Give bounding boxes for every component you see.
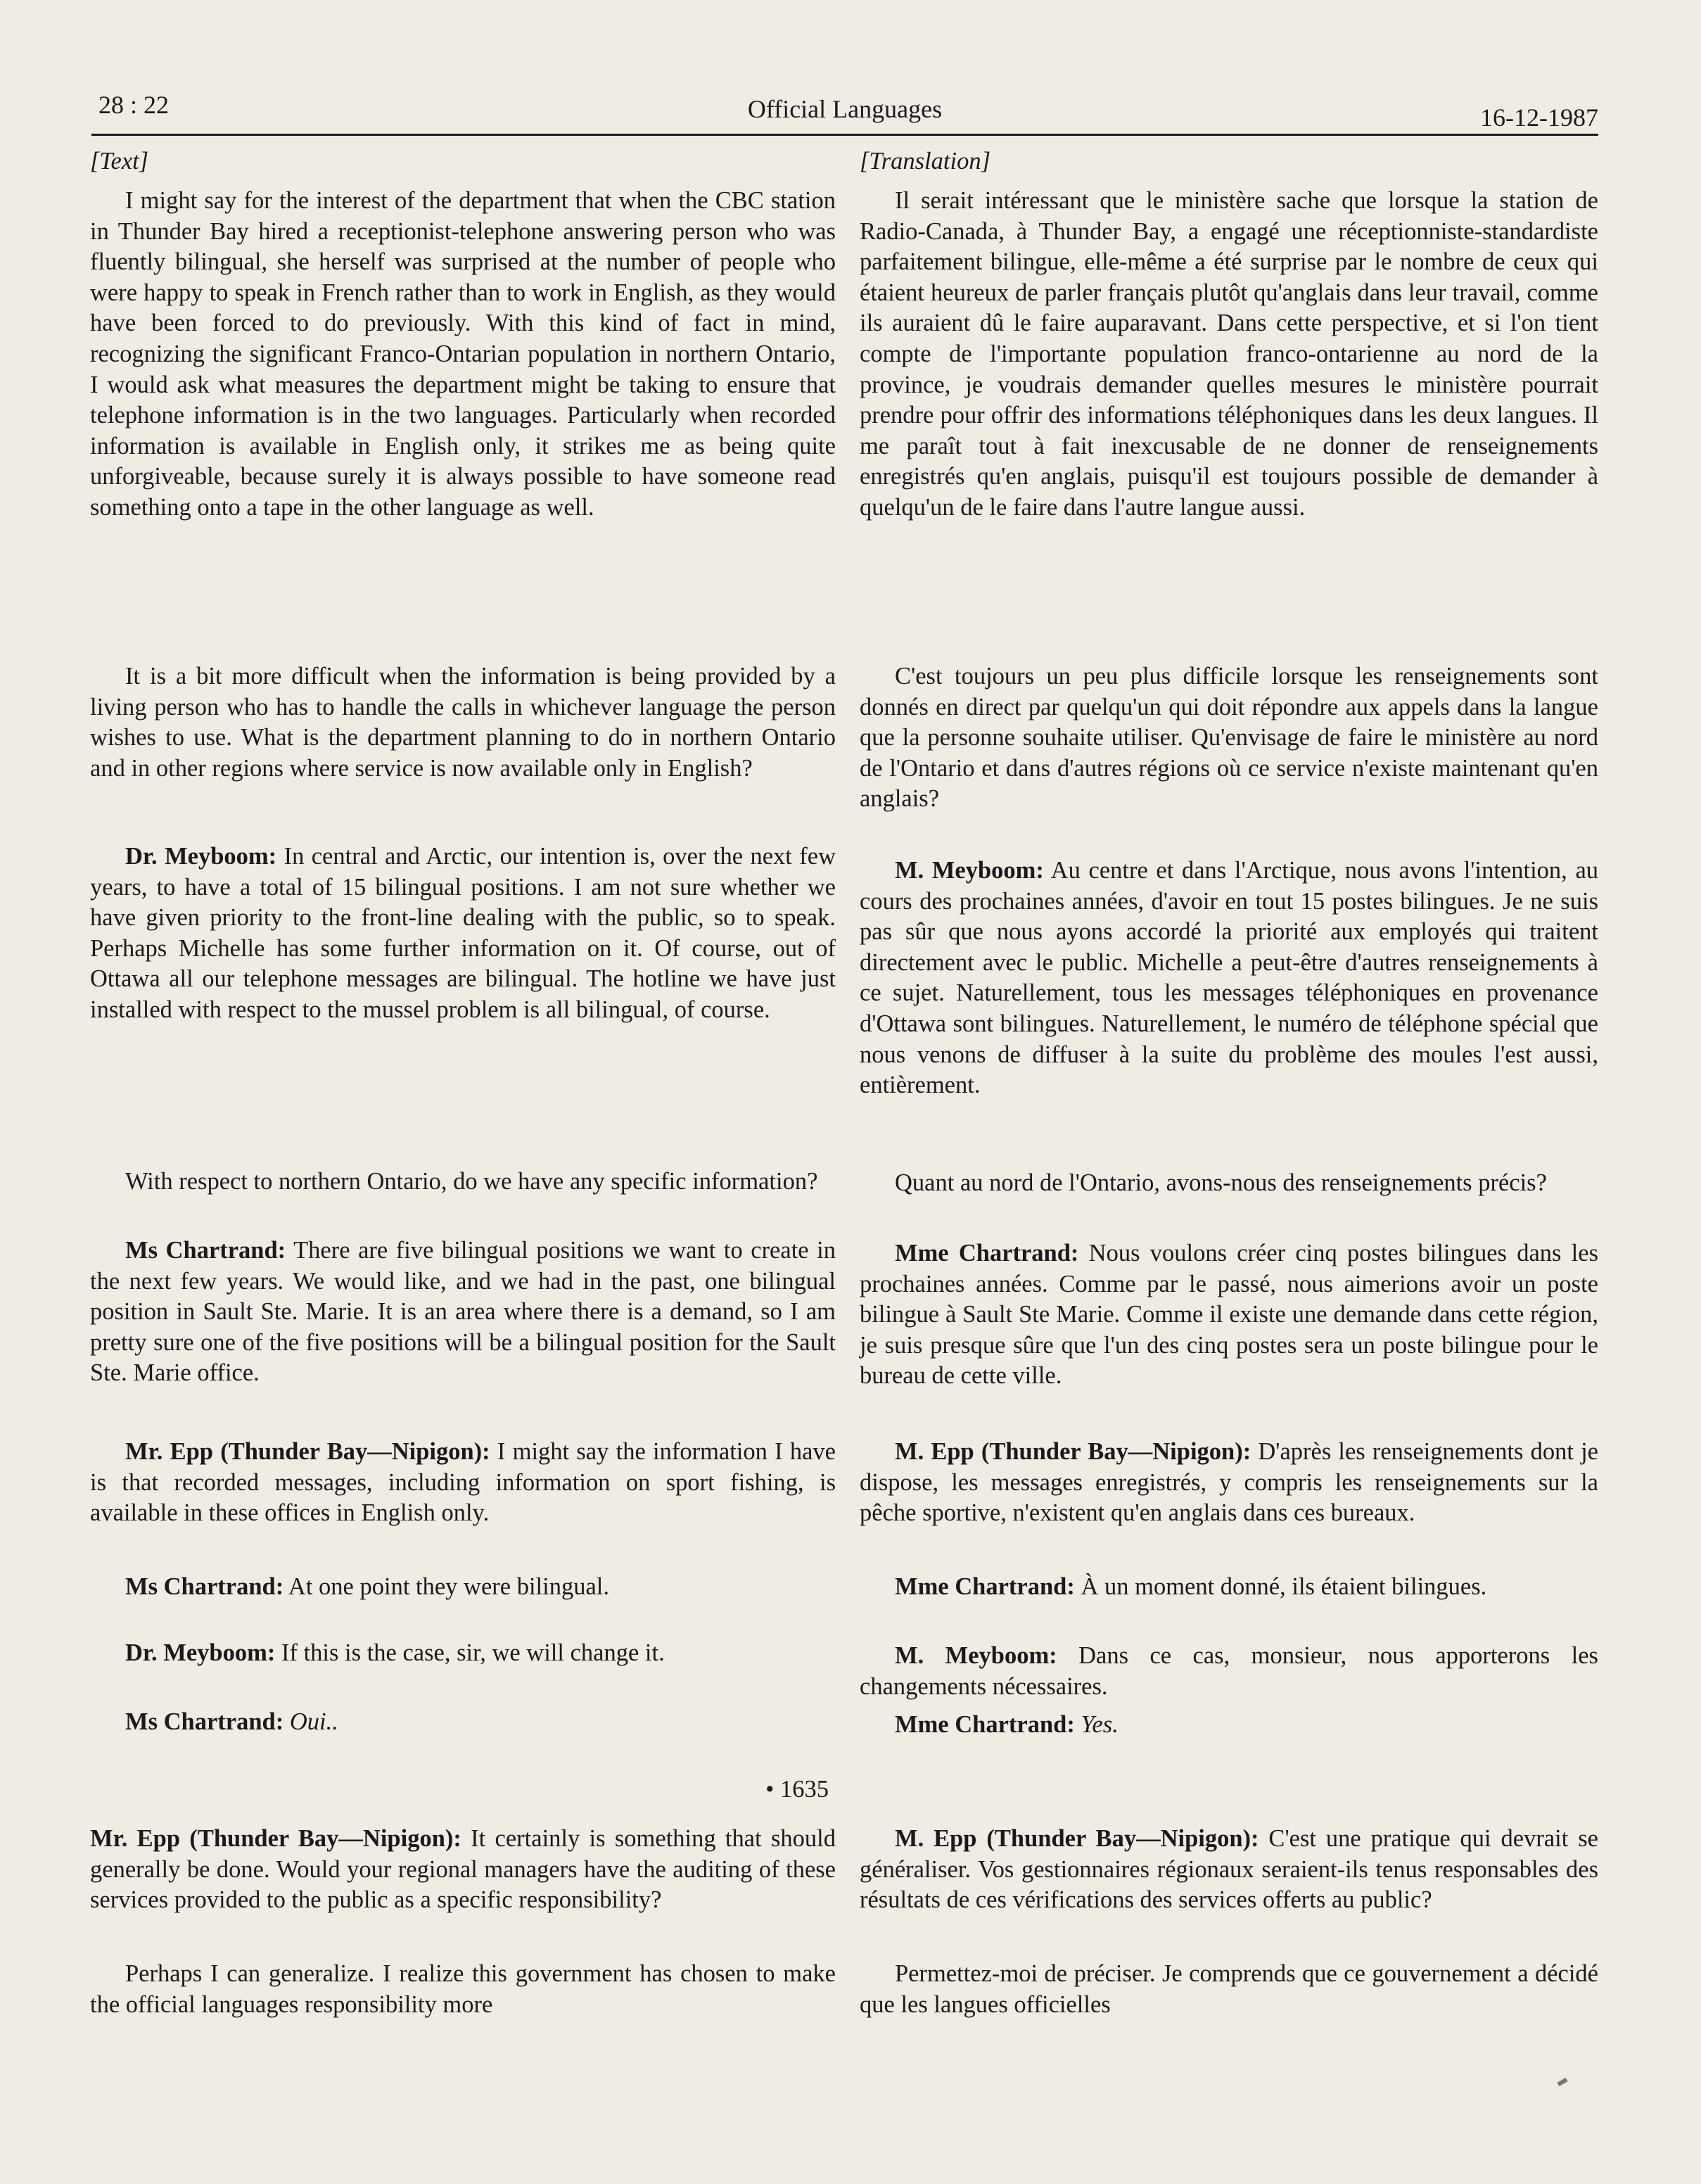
paragraph: With respect to northern Ontario, do we have any specific information? [125,1168,818,1195]
time-marker: • 1635 [765,1776,829,1803]
paragraph: Quant au nord de l'Ontario, avons-nous des renseignements précis? [895,1169,1547,1196]
paragraph [90,1572,836,1603]
header-rule [91,134,1598,136]
speaker-name: Mr. Epp (Thunder Bay—Nipigon): [90,1825,461,1852]
paragraph: Permettez-moi de préciser. Je comprends que ce gouvernement a décidé que les langues officielles [860,1960,1598,2018]
speaker-name: Ms Chartrand: [125,1237,286,1264]
paragraph: It is a bit more difficult when the information is being provided by a living person who has to handle the calls in whichever language the person wishes to use. What is the department planning to do in northern Ontario and in other regions where service is now available only in English? [90,663,836,782]
speaker-name: M. Epp (Thunder Bay—Nipigon): [895,1825,1259,1852]
speech-text: It certainly is something that should generally be done. Would your regional managers have the auditing of these services provided to the public as a specific responsibility? [90,1825,836,1914]
speaker-name: Mr. Epp (Thunder Bay—Nipigon): [125,1438,490,1465]
speaker-name: Dr. Meyboom: [125,843,277,870]
speech-text: C'est une pratique qui devrait se généraliser. Vos gestionnaires régionaux seraient-ils tenus responsables des résultats de ces vérifications des services offerts au public? [860,1825,1598,1914]
paragraph [860,1238,1598,1392]
paragraph [90,1824,836,1916]
speaker-name: Ms Chartrand: [125,1573,284,1600]
speaker-name: M. Meyboom: [895,1642,1057,1669]
paragraph [860,1641,1598,1702]
speech-text: Au centre et dans l'Arctique, nous avons l'intention, au cours des prochaines années, d'avoir en tout 15 postes bilingues. Je ne suis pas sûr que nous ayons accordé la priorité aux employés qui traitent directement avec le public. Michelle a peut-être d'autres renseignements à ce sujet. Naturellement, tous les messages téléphoniques en provenance d'Ottawa sont bilingues. Naturellement, le numéro de téléphone spécial que nous venons de diffuser à la suite du problème des moules l'est aussi, entièrement. [860,857,1599,1099]
paragraph [860,1572,1598,1603]
paragraph: C'est toujours un peu plus difficile lorsque les renseignements sont donnés en direct par quelqu'un qui doit répondre aux appels dans la langue que la personne souhaite utiliser. Qu'envisage de faire le ministère au nord de l'Ontario et dans d'autres régions où ce service n'existe maintenant qu'en anglais? [860,663,1598,813]
speaker-name: Mme Chartrand: [895,1240,1079,1266]
speaker-name: M. Meyboom: [895,857,1044,884]
speech-text: Nous voulons créer cinq postes bilingues dans les prochaines années. Comme par le passé, nous aimerions avoir un poste bilingue à Sault Ste Marie. Comme il existe une demande dans cette région, je suis presque sûre que l'un des cinq postes sera un poste bilingue pour le bureau de cette ville. [860,1240,1598,1390]
paragraph [860,1710,1598,1741]
speech-text: I might say the information I have is that recorded messages, including information on sport fishing, is available in these offices in English only. [90,1438,836,1527]
paragraph [860,1437,1598,1529]
running-title: Official Languages [747,95,943,123]
speech-text: If this is the case, sir, we will change it. [275,1639,665,1666]
speech-text: D'après les renseignements dont je dispose, les messages enregistrés, y compris les renseignements sur la pêche sportive, n'existent qu'en anglais dans ces bureaux. [860,1438,1598,1527]
speech-text: In central and Arctic, our intention is, over the next few years, to have a total of 15 bilingual positions. I am not sure whether we have given priority to the front-line dealing with the public, so to speak. Perhaps Michelle has some further information on it. Of course, out of Ottawa all our telephone messages are bilingual. The hotline we have just installed with respect to the mussel problem is all bilingual, of course. [90,843,836,1023]
page-number: 28 : 22 [98,91,170,119]
paragraph [90,1437,836,1529]
paragraph: Il serait intéressant que le ministère sache que lorsque la station de Radio-Canada, à Thunder Bay, a engagé une réceptionniste-standardiste parfaitement bilingue, elle-même a été surprise par le nombre de ceux qui étaient heureux de parler français plutôt qu'anglais dans leur travail, comme ils auraient dû le faire auparavant. Dans cette perspective, et si l'on tient compte de l'importante population franco-ontarienne au nord de la province, je voudrais demander quelles mesures le ministère pourrait prendre pour offrir des informations téléphoniques dans les deux langues. Il me paraît tout à fait inexcusable de ne donner de renseignements enregistrés qu'en anglais, puisqu'il est toujours possible de demander à quelqu'un de le faire dans l'autre langue aussi. [860,187,1598,521]
speech-text: At one point they were bilingual. [284,1573,609,1600]
page-header [91,83,1598,139]
paragraph [90,1638,836,1669]
speaker-name: Mme Chartrand: [895,1573,1075,1600]
speech-text: Dans ce cas, monsieur, nous apporterons les changements nécessaires. [860,1642,1598,1700]
header-date: 16-12-1987 [1480,103,1598,132]
speaker-name: Ms Chartrand: [125,1708,284,1735]
speech-text: Oui.. [289,1708,338,1735]
paragraph [860,856,1598,1101]
translation-tag: [Translation] [860,148,990,174]
speech-text: À un moment donné, ils étaient bilingues. [1074,1573,1487,1600]
pen-mark [1557,2078,1567,2086]
speaker-name: Mme Chartrand: [895,1711,1075,1738]
speaker-name: Dr. Meyboom: [125,1639,276,1666]
speaker-name: M. Epp (Thunder Bay—Nipigon): [895,1438,1251,1465]
speech-text: There are five bilingual positions we want to create in the next few years. We would like, and we had in the past, one bilingual position in Sault Ste. Marie. It is an area where there is a demand, so I am pretty sure one of the five positions will be a bilingual position for the Sault Ste. Marie office. [90,1237,836,1387]
paragraph [90,1707,836,1738]
paragraph [90,1236,836,1389]
paragraph: I might say for the interest of the department that when the CBC station in Thunder Bay hired a receptionist-telephone answering person who was fluently bilingual, she herself was surprised at the number of people who were happy to speak in French rather than to work in English, as they would have been forced to do previously. With this kind of fact in mind, recognizing the significant Franco-Ontarian population in northern Ontario, I would ask what measures the department might be taking to ensure that telephone information is in the two languages. Particularly when recorded information is available in English only, it strikes me as being quite unforgiveable, because surely it is always possible to have someone read something onto a tape in the other language as well. [90,187,836,521]
text-tag: [Text] [90,148,149,174]
speech-text: Yes. [1081,1711,1119,1738]
paragraph: Perhaps I can generalize. I realize this government has chosen to make the official languages responsibility more [90,1960,836,2018]
paragraph [90,842,836,1026]
paragraph [860,1824,1598,1916]
